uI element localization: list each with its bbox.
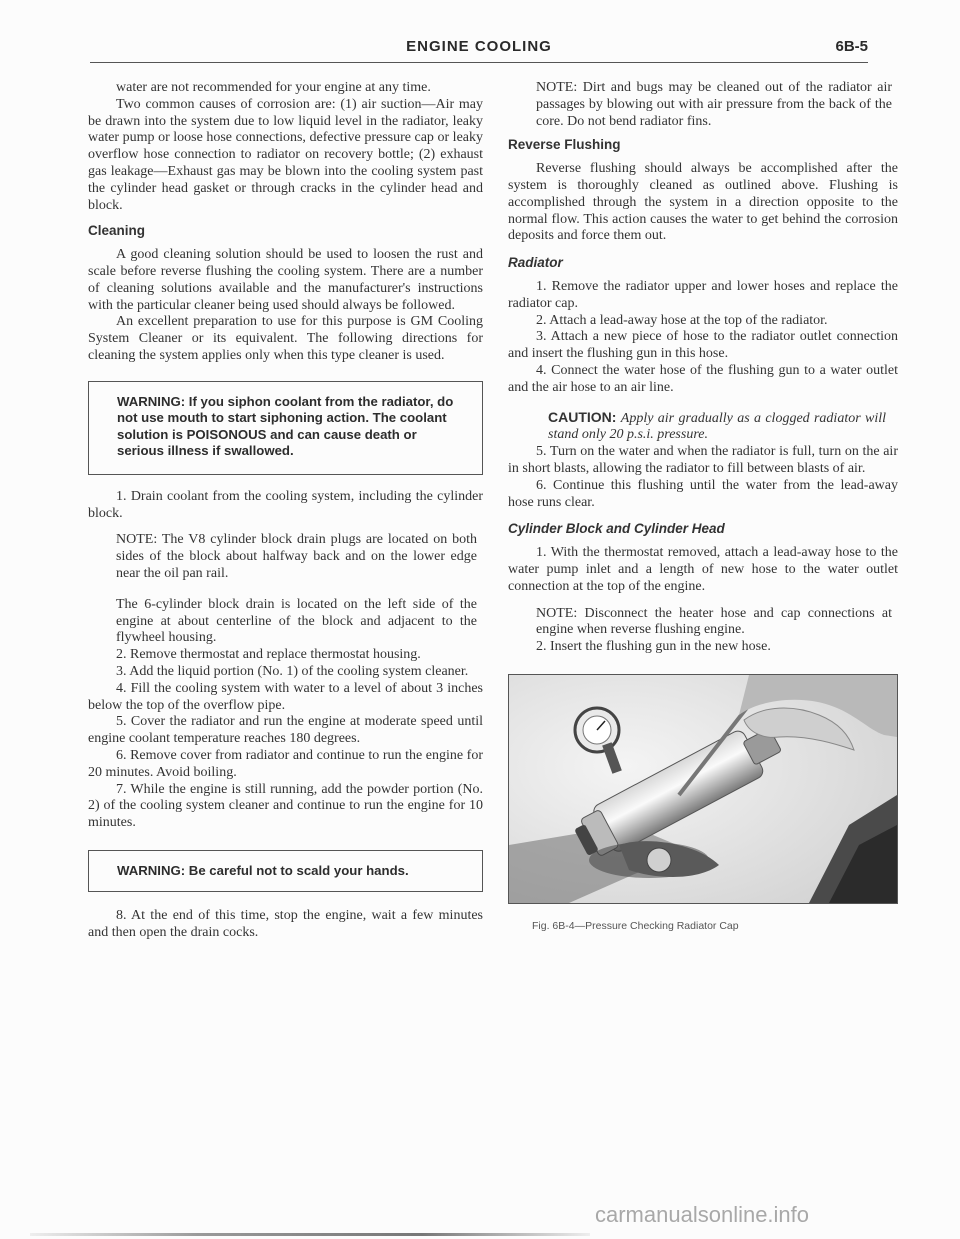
radiator-step-1: 1. Remove the radiator upper and lower hoses and replace the radiator cap.	[508, 278, 898, 311]
page-header	[90, 32, 868, 63]
radiator-step-2: 2. Attach a lead-away hose at the top of the radiator.	[536, 312, 828, 328]
step-3: 3. Add the liquid portion (No. 1) of the cooling system cleaner.	[116, 663, 469, 679]
warning-box-scald: WARNING: Be careful not to scald your hands.	[88, 850, 483, 893]
paragraph: An excellent preparation to use for this purpose is GM Cooling System Cleaner or its equivalent. The following directions for cleaning the system applies only when this type cleaner is used.	[88, 314, 483, 363]
warning-box-poison: WARNING: If you siphon coolant from the radiator, do not use mouth to start siphoning action. The coolant solution is POISONOUS and can cause death or serious illness if swallowed.	[88, 381, 483, 475]
right-column	[508, 80, 898, 935]
step-7: 7. While the engine is still running, add the powder portion (No. 2) of the cooling system cleaner and continue to run the engine for 10 minutes.	[88, 781, 483, 831]
cylinder-step-1: 1. With the thermostat removed, attach a lead-away hose to the water pump inlet and a length of new hose to the water outlet connection at the top of the engine.	[508, 545, 898, 594]
cylinder-step-2: 2. Insert the flushing gun in the new hose.	[536, 639, 771, 655]
watermark: carmanualsonline.info	[595, 1202, 810, 1227]
figure-pressure-checking	[508, 674, 898, 904]
page-title: ENGINE COOLING	[406, 38, 552, 55]
footer-rule	[30, 1233, 590, 1236]
caution-text: Apply air gradually as a clogged radiator will stand only 20 p.s.i. pressure.	[548, 410, 887, 443]
pressure-tester-photo	[509, 675, 897, 903]
left-column	[88, 80, 483, 942]
caution-note	[548, 409, 886, 445]
step-6: 6. Remove cover from radiator and continue to run the engine for 20 minutes. Avoid boiling.	[88, 747, 483, 780]
heading-reverse-flushing: Reverse Flushing	[508, 137, 621, 153]
paragraph: A good cleaning solution should be used to loosen the rust and scale before reverse flushing the cooling system. There are a number of cleaning solutions available and the manufacturer's instructions with the particular cleaner being used should always be followed.	[88, 247, 483, 313]
step-4: 4. Fill the cooling system with water to a level of about 3 inches below the top of the overflow pipe.	[88, 680, 483, 713]
radiator-step-4: 4. Connect the water hose of the flushing gun to a water outlet and the air hose to an air line.	[508, 362, 898, 395]
paragraph: water are not recommended for your engine at any time.	[116, 80, 431, 95]
step-5: 5. Cover the radiator and run the engine at moderate speed until engine coolant temperature reaches 180 degrees.	[88, 714, 483, 747]
heading-radiator: Radiator	[508, 255, 563, 271]
caution-label: CAUTION:	[548, 408, 617, 425]
heading-cleaning: Cleaning	[88, 223, 146, 239]
page-number: 6B-5	[835, 38, 868, 55]
paragraph: Two common causes of corrosion are: (1) air suction—Air may be drawn into the system due to low liquid level in the radiator, leaky water pump or loose hose connections, defective pressure cap or leaky overflow hose connection to radiator on recovery bottle; (2) exhaust gas leakage—Exhaust gas may be blown into the cooling system past the cylinder head gasket or through cracks in the cylinder head and block.	[88, 96, 483, 213]
note-6cyl-drain: The 6-cylinder block drain is located on the left side of the engine at about centerline of the block and adjacent to the flywheel housing.	[116, 596, 477, 646]
radiator-step-6: 6. Continue this flushing until the water from the lead-away hose runs clear.	[508, 477, 898, 510]
step-2: 2. Remove thermostat and replace thermostat housing.	[116, 647, 421, 663]
radiator-step-5: 5. Turn on the water and when the radiator is full, turn on the air in short blasts, allowing the radiator to fill between blasts of air.	[508, 444, 898, 476]
note-v8-drain: NOTE: The V8 cylinder block drain plugs are located on both sides of the block about halfway back and on the lower edge near the oil pan rail.	[116, 532, 477, 581]
heading-cylinder-block: Cylinder Block and Cylinder Head	[508, 521, 725, 537]
note-dirt-bugs: NOTE: Dirt and bugs may be cleaned out of the radiator air passages by blowing out with air pressure from the back of the core. Do not bend radiator fins.	[536, 80, 892, 129]
paragraph: Reverse flushing should always be accomplished after the system is thoroughly cleaned as outlined above. Flushing is accomplished through the system in a direction opposite to the normal flow. This action causes the water to get behind the corrosion deposits and force them out.	[508, 161, 898, 244]
step-8: 8. At the end of this time, stop the engine, wait a few minutes and then open the drain cocks.	[88, 908, 483, 941]
radiator-step-3: 3. Attach a new piece of hose to the radiator outlet connection and insert the flushing gun in this hose.	[508, 329, 898, 362]
step-1: 1. Drain coolant from the cooling system, including the cylinder block.	[88, 488, 483, 521]
note-heater-hose: NOTE: Disconnect the heater hose and cap connections at engine when reverse flushing engine.	[536, 605, 892, 638]
figure-caption: Fig. 6B-4—Pressure Checking Radiator Cap	[532, 919, 739, 932]
